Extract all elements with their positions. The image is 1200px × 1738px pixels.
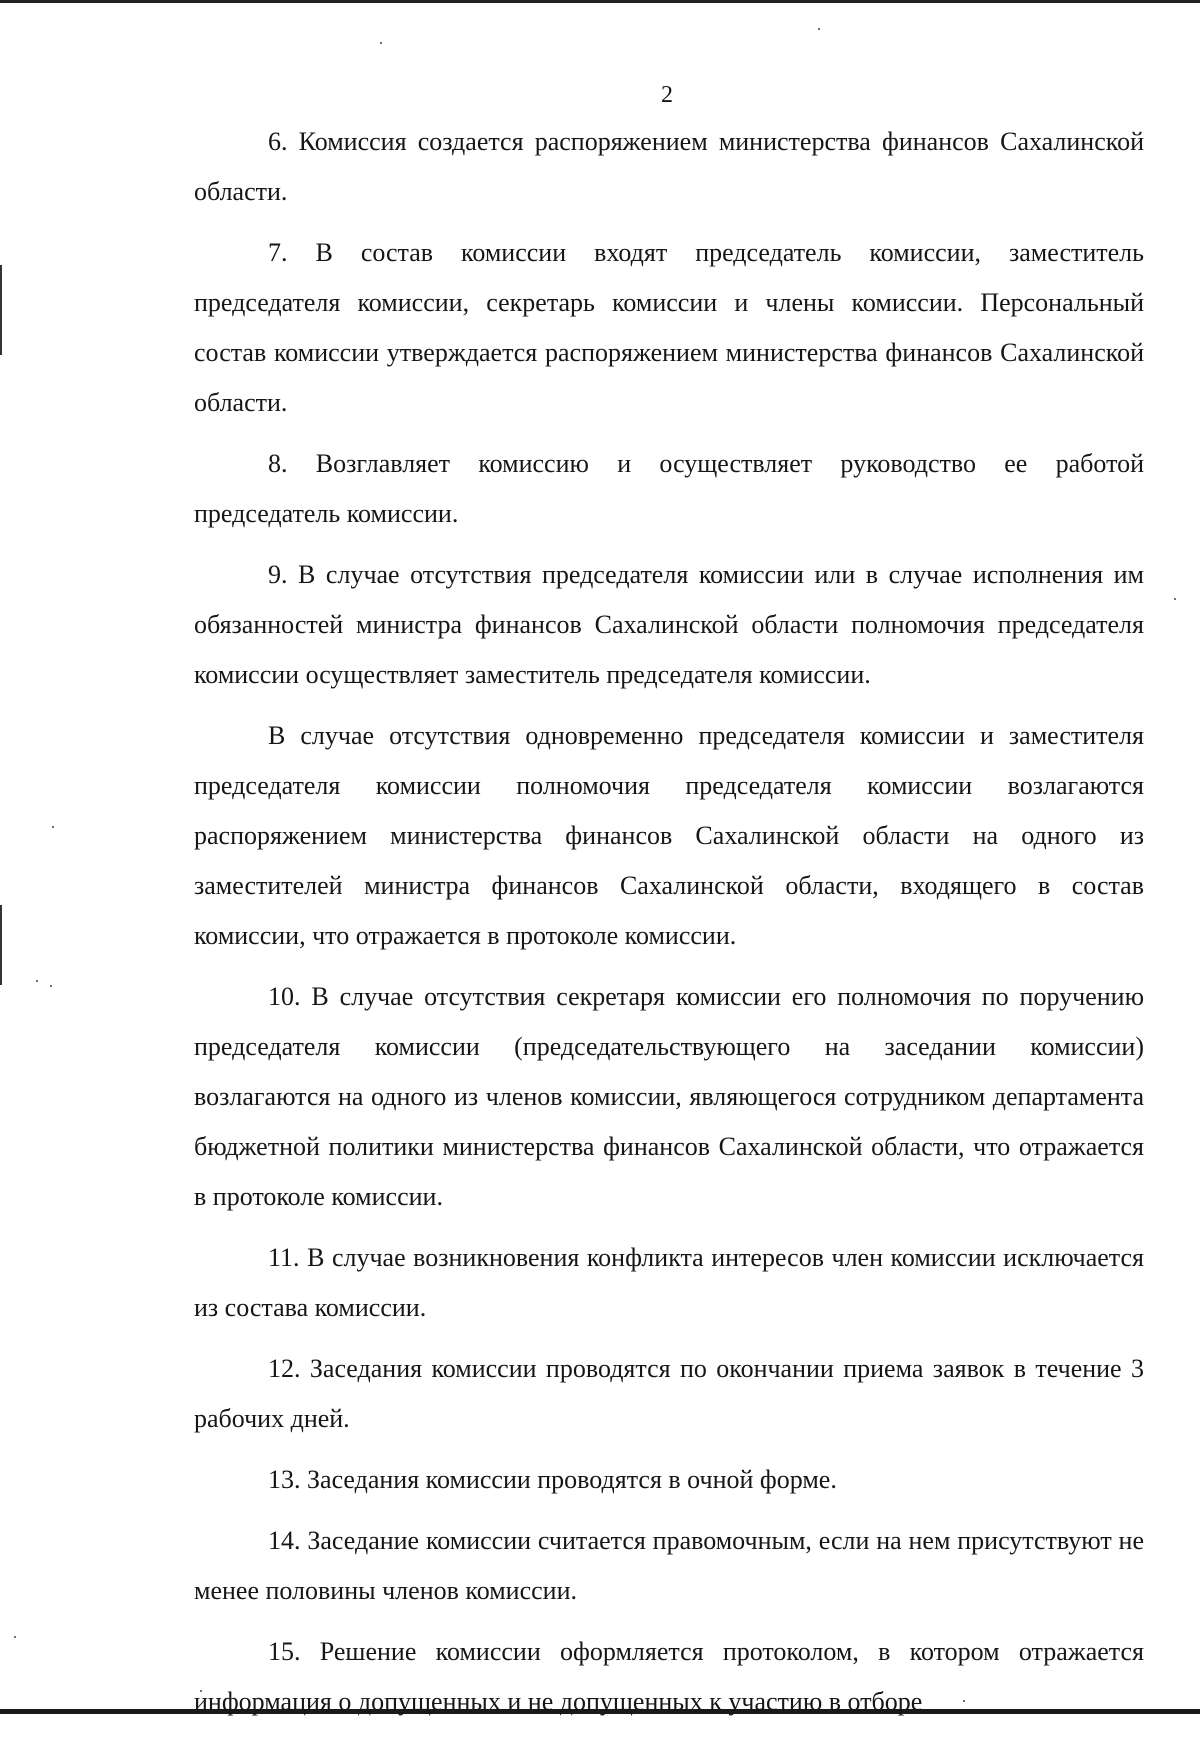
paragraph-10: 10. В случае отсутствия секретаря комиссии его полномочия по поручению председателя комиссии (председательствующего на заседании комиссии) возлагаются на одного из членов комиссии, являющегося сотрудником департамента бюджетной политики министерства финансов Сахалинской области, что отражается в протоколе комиссии.: [194, 982, 1144, 1211]
scan-top-edge: [0, 0, 1200, 3]
scan-speck: [1174, 598, 1176, 600]
scan-speck: [818, 28, 820, 30]
scan-speck: [380, 42, 382, 44]
paragraph-6: 6. Комиссия создается распоряжением министерства финансов Сахалинской области.: [194, 127, 1144, 206]
paragraph-9-continued: В случае отсутствия одновременно председателя комиссии и заместителя председателя комиссии полномочия председателя комиссии возлагаются распоряжением министерства финансов Сахалинской области на одного из заместителей министра финансов Сахалинской области, входящего в состав комиссии, что отражается в протоколе комиссии.: [194, 721, 1144, 950]
paragraph-15: 15. Решение комиссии оформляется протоколом, в котором отражается информация о допущенных и не допущенных к участию в отборе: [194, 1637, 1144, 1716]
scan-speck: [14, 1636, 16, 1638]
paragraph-7: 7. В состав комиссии входят председатель комиссии, заместитель председателя комиссии, секретарь комиссии и члены комиссии. Персональный состав комиссии утверждается распоряжением министерства финансов Сахалинской области.: [194, 238, 1144, 417]
paragraph-9: 9. В случае отсутствия председателя комиссии или в случае исполнения им обязанностей министра финансов Сахалинской области полномочия председателя комиссии осуществляет заместитель председателя комиссии.: [194, 560, 1144, 689]
paragraph-8: 8. Возглавляет комиссию и осуществляет руководство ее работой председатель комиссии.: [194, 449, 1144, 528]
page-number: 2: [661, 82, 673, 108]
paragraph-11: 11. В случае возникновения конфликта интересов член комиссии исключается из состава комиссии.: [194, 1243, 1144, 1322]
paragraph-13: 13. Заседания комиссии проводятся в очной форме.: [268, 1465, 837, 1494]
scan-speck: [52, 826, 54, 828]
scan-speck: [50, 985, 52, 987]
document-body: [194, 117, 1144, 1738]
scan-left-edge-mark: [0, 265, 2, 355]
paragraph-14: 14. Заседание комиссии считается правомочным, если на нем присутствуют не менее половины членов комиссии.: [194, 1526, 1144, 1605]
scan-left-edge-mark: [0, 905, 2, 985]
scan-speck: [36, 980, 38, 982]
paragraph-12: 12. Заседания комиссии проводятся по окончании приема заявок в течение 3 рабочих дней.: [194, 1354, 1144, 1433]
